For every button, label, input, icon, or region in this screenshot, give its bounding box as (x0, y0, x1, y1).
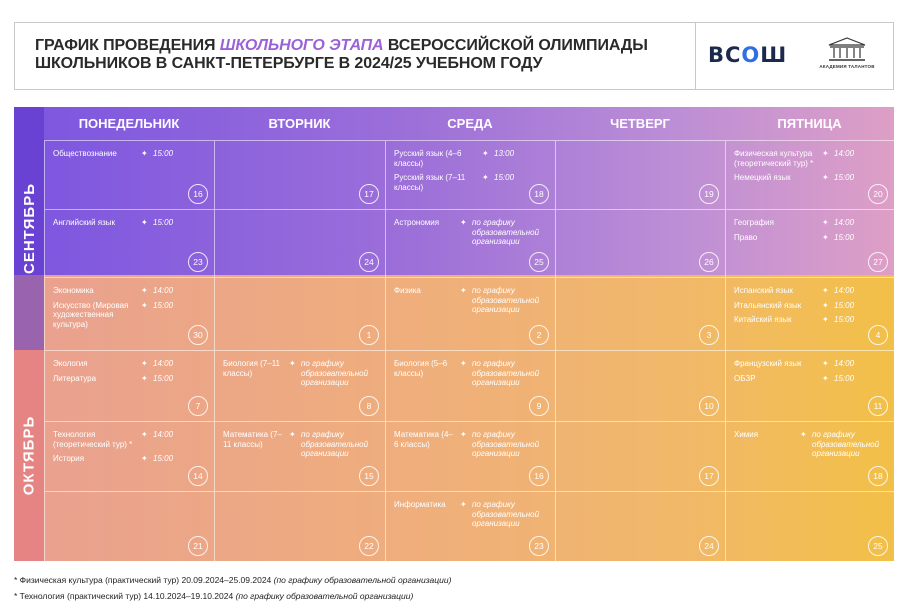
date-number: 4 (868, 325, 888, 345)
bullet-icon: ✦ (460, 430, 467, 439)
event-subject: Астрономия (394, 218, 440, 227)
schedule-event (734, 286, 887, 296)
bullet-icon: ✦ (822, 232, 829, 242)
date-number: 10 (699, 396, 719, 416)
calendar-cell (555, 277, 725, 350)
event-time: 14:00 (834, 359, 855, 368)
event-time: 15:00 (834, 373, 855, 383)
event-time: 14:00 (834, 149, 855, 158)
date-number: 11 (868, 396, 888, 416)
bullet-icon: ✦ (822, 373, 829, 383)
schedule-event (394, 149, 548, 168)
calendar-cell (725, 421, 894, 491)
day-header: ПЯТНИЦА (777, 116, 842, 131)
footnote-1-note: (по графику образовательной организации) (273, 575, 452, 585)
schedule-event (734, 233, 887, 243)
bullet-icon: ✦ (460, 500, 467, 509)
date-number: 30 (188, 325, 208, 345)
schedule-event (53, 286, 207, 296)
calendar-cell (385, 491, 555, 561)
event-time: 15:00 (834, 315, 855, 324)
bullet-icon: ✦ (141, 218, 148, 227)
date-number: 26 (699, 252, 719, 272)
date-number: 23 (529, 536, 549, 556)
event-time: по графику образовательной организации (472, 359, 540, 387)
event-time: 15:00 (494, 173, 515, 182)
event-subject: Обществознание (53, 149, 117, 158)
academy-label: АКАДЕМИЯ ТАЛАНТОВ (819, 64, 875, 69)
calendar-cell (385, 209, 555, 277)
event-time: по графику образовательной организации (472, 218, 540, 246)
event-time: по графику образовательной организации (472, 500, 540, 528)
event-subject: Математика (7–11 классы) (223, 430, 282, 449)
date-number: 20 (868, 184, 888, 204)
calendar-cell (44, 350, 214, 421)
schedule-event (53, 149, 207, 159)
event-subject: Право (734, 232, 758, 242)
date-number: 19 (699, 184, 719, 204)
event-subject: Французский язык (734, 359, 802, 368)
date-number: 21 (188, 536, 208, 556)
month-label-september (14, 107, 44, 350)
bullet-icon: ✦ (141, 454, 148, 463)
bullet-icon: ✦ (822, 359, 829, 368)
event-subject: Немецкий язык (734, 173, 791, 182)
bullet-icon: ✦ (141, 286, 148, 295)
event-subject: Математика (4–6 классы) (394, 430, 453, 449)
calendar-cell (214, 350, 385, 421)
event-time: 15:00 (834, 232, 855, 242)
bullet-icon: ✦ (822, 173, 829, 182)
event-time: 15:00 (153, 454, 174, 463)
bullet-icon: ✦ (289, 430, 296, 439)
footnote-2-note: (по графику образовательной организации) (235, 591, 414, 601)
calendar-cell (385, 421, 555, 491)
bullet-icon: ✦ (141, 149, 148, 158)
calendar-cell (725, 209, 894, 277)
calendar-cell (555, 421, 725, 491)
day-header: СРЕДА (447, 116, 493, 131)
header-box (14, 22, 894, 90)
schedule-event (53, 218, 207, 228)
date-number: 23 (188, 252, 208, 272)
schedule-event (394, 500, 548, 529)
bullet-icon: ✦ (822, 286, 829, 295)
bullet-icon: ✦ (141, 373, 148, 383)
schedule-event (53, 430, 207, 449)
schedule-event (734, 301, 887, 311)
calendar-cell (555, 209, 725, 277)
event-time: 13:00 (494, 149, 515, 158)
footnote-2-text: * Технология (практический тур) 14.10.2024–19.10.2024 (14, 591, 234, 601)
day-header: ПОНЕДЕЛЬНИК (78, 116, 180, 131)
page-title (35, 37, 675, 73)
schedule-event (223, 430, 378, 459)
schedule-event (734, 315, 887, 325)
bullet-icon: ✦ (822, 218, 829, 227)
calendar-cell (214, 140, 385, 209)
logo-mid: О (741, 43, 761, 67)
date-number: 24 (699, 536, 719, 556)
date-number: 24 (359, 252, 379, 272)
event-subject: История (53, 454, 85, 463)
calendar-cell (555, 491, 725, 561)
academy-building-icon (827, 37, 867, 63)
event-subject: Физика (394, 286, 421, 295)
calendar-cell (725, 491, 894, 561)
event-subject: Искусство (Мировая художественная культура) (53, 300, 129, 329)
logo-right: Ш (760, 43, 788, 67)
event-time: 14:00 (153, 430, 174, 439)
date-number: 15 (359, 466, 379, 486)
calendar-cell (44, 421, 214, 491)
date-number: 18 (868, 466, 888, 486)
schedule-event (394, 218, 548, 247)
date-number: 17 (359, 184, 379, 204)
month-label-october (14, 350, 44, 561)
bullet-icon: ✦ (822, 315, 829, 324)
bullet-icon: ✦ (800, 430, 807, 439)
event-time: 15:00 (834, 173, 855, 182)
calendar-cell (44, 491, 214, 561)
month-text-october: ОКТЯБРЬ (20, 415, 38, 496)
schedule-event (394, 286, 548, 315)
title-highlight: ШКОЛЬНОГО ЭТАПА (219, 37, 384, 54)
event-subject: Русский язык (4–6 классы) (394, 149, 462, 168)
event-subject: Информатика (394, 500, 446, 509)
academy-logo (815, 37, 879, 83)
schedule-event (734, 218, 887, 228)
schedule-event (394, 430, 548, 459)
bullet-icon: ✦ (460, 359, 467, 368)
date-number: 16 (188, 184, 208, 204)
date-number: 2 (529, 325, 549, 345)
footnote-1 (14, 575, 451, 585)
schedule-event (734, 374, 887, 384)
date-number: 1 (359, 325, 379, 345)
footnote-1-text: * Физическая культура (практический тур) 20.09.2024–25.09.2024 (14, 575, 272, 585)
event-subject: Итальянский язык (734, 300, 802, 310)
day-header: ЧЕТВЕРГ (610, 116, 670, 131)
month-text-september: СЕНТЯБРЬ (20, 183, 38, 274)
calendar-cell (44, 140, 214, 209)
bullet-icon: ✦ (141, 359, 148, 368)
event-subject: Литература (53, 373, 97, 383)
schedule-event (53, 454, 207, 464)
calendar-cell (44, 277, 214, 350)
schedule-event (53, 374, 207, 384)
event-time: 15:00 (153, 300, 174, 310)
event-time: 14:00 (153, 359, 174, 368)
calendar-cell (214, 209, 385, 277)
schedule-event (394, 173, 548, 192)
schedule-event (734, 149, 887, 168)
event-time: 15:00 (834, 300, 855, 310)
bullet-icon: ✦ (822, 300, 829, 310)
event-subject: Китайский язык (734, 315, 792, 324)
calendar-cell (555, 140, 725, 209)
event-subject: Биология (7–11 классы) (223, 359, 281, 378)
schedule-event (734, 173, 887, 183)
bullet-icon: ✦ (482, 173, 489, 182)
date-number: 9 (529, 396, 549, 416)
calendar-cell (385, 140, 555, 209)
date-number: 17 (699, 466, 719, 486)
event-subject: Экология (53, 359, 88, 368)
calendar-cell (555, 350, 725, 421)
date-number: 3 (699, 325, 719, 345)
logo-left: ВС (708, 43, 742, 67)
schedule-calendar (14, 107, 894, 561)
title-part1: ГРАФИК ПРОВЕДЕНИЯ (35, 37, 220, 54)
event-subject: ОБЗР (734, 373, 756, 383)
calendar-cell (725, 350, 894, 421)
event-time: 15:00 (153, 373, 174, 383)
date-number: 22 (359, 536, 379, 556)
date-number: 25 (529, 252, 549, 272)
schedule-event (223, 359, 378, 388)
event-time: 14:00 (834, 218, 855, 227)
calendar-cell (385, 350, 555, 421)
event-subject: Биология (5–6 классы) (394, 359, 448, 378)
calendar-cell (385, 277, 555, 350)
date-number: 14 (188, 466, 208, 486)
header-divider (695, 23, 696, 89)
bullet-icon: ✦ (460, 286, 467, 295)
bullet-icon: ✦ (141, 300, 148, 310)
date-number: 25 (868, 536, 888, 556)
schedule-event (394, 359, 548, 388)
calendar-cell (214, 277, 385, 350)
event-time: по графику образовательной организации (812, 430, 880, 458)
event-time: по графику образовательной организации (301, 430, 369, 458)
event-subject: Физическая культура (теоретический тур) * (734, 149, 814, 168)
bullet-icon: ✦ (141, 430, 148, 439)
event-time: 14:00 (834, 286, 855, 295)
title-part2: ВСЕРОССИЙСКОЙ ОЛИМПИАДЫ (383, 37, 648, 54)
calendar-cell (725, 277, 894, 350)
calendar-cell (725, 140, 894, 209)
event-subject: Экономика (53, 286, 94, 295)
bullet-icon: ✦ (289, 359, 296, 368)
bullet-icon: ✦ (460, 218, 467, 227)
schedule-event (734, 430, 887, 459)
date-number: 7 (188, 396, 208, 416)
calendar-cell (214, 491, 385, 561)
schedule-event (53, 300, 207, 329)
calendar-cell (44, 209, 214, 277)
footnote-2 (14, 591, 413, 601)
event-time: 15:00 (153, 218, 174, 227)
event-subject: Испанский язык (734, 286, 793, 295)
title-line2: ШКОЛЬНИКОВ В САНКТ-ПЕТЕРБУРГЕ В 2024/25 УЧЕБНОМ ГОДУ (35, 55, 543, 72)
schedule-event (734, 359, 887, 369)
schedule-event (53, 359, 207, 369)
event-time: 14:00 (153, 286, 174, 295)
event-time: по графику образовательной организации (301, 359, 369, 387)
day-header: ВТОРНИК (268, 116, 331, 131)
bullet-icon: ✦ (482, 149, 489, 158)
event-subject: Технология (теоретический тур) * (53, 430, 133, 449)
date-number: 8 (359, 396, 379, 416)
calendar-cell (214, 421, 385, 491)
event-time: по графику образовательной организации (472, 430, 540, 458)
date-number: 27 (868, 252, 888, 272)
event-subject: Химия (734, 430, 759, 439)
event-subject: Английский язык (53, 218, 116, 227)
bullet-icon: ✦ (822, 149, 829, 158)
event-time: по графику образовательной организации (472, 286, 540, 314)
vsosh-logo (708, 43, 787, 67)
event-subject: География (734, 218, 774, 227)
date-number: 16 (529, 466, 549, 486)
event-subject: Русский язык (7–11 классы) (394, 173, 466, 192)
date-number: 18 (529, 184, 549, 204)
event-time: 15:00 (153, 149, 174, 158)
